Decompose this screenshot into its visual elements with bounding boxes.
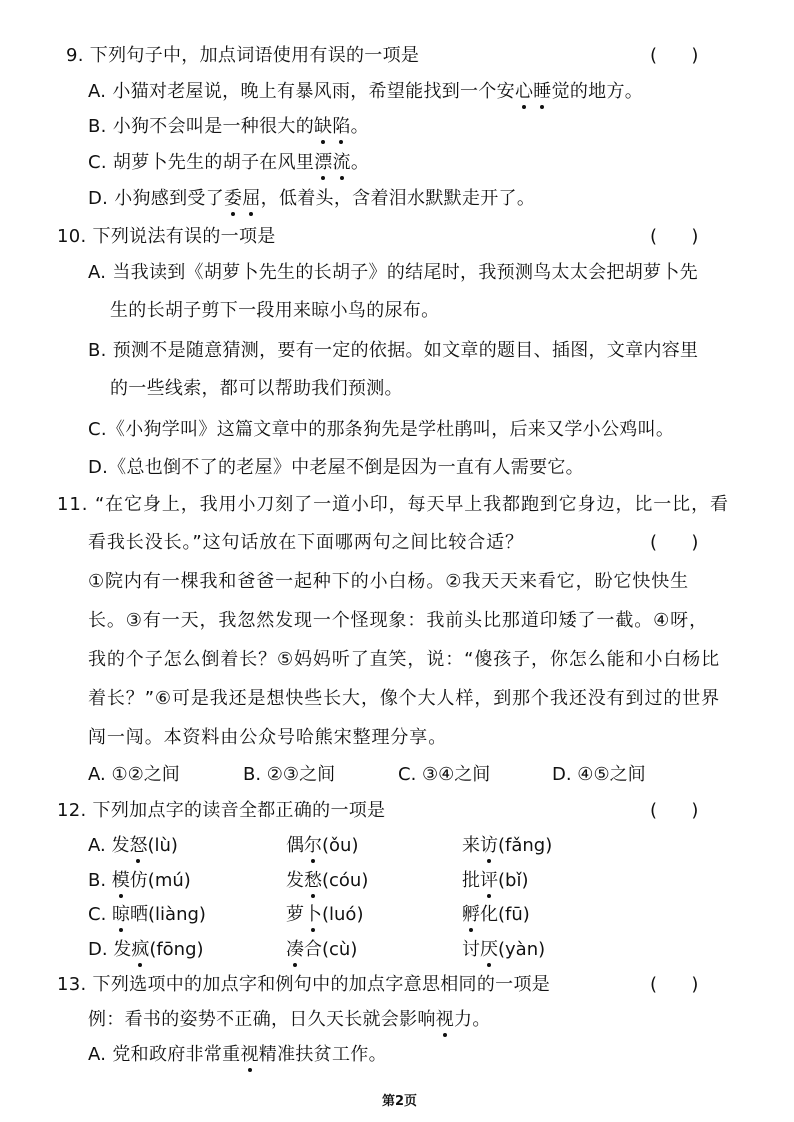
q11-passage-line5: 闯一闯。本资料由公众号哈熊宋整理分享。 xyxy=(88,727,448,748)
q10-option-a-line1: A. 当我读到《胡萝卜先生的长胡子》的结尾时，我预测鸟太太会把胡萝卜先 xyxy=(88,262,698,283)
q12-option-a-item2: 偶尔(ǒu) xyxy=(286,835,359,856)
q11-passage-line1: ①院内有一棵我和爸爸一起种下的小白杨。②我天天来看它，盼它快快生 xyxy=(88,571,690,592)
q13-option-a: A. 党和政府非常重视精准扶贫工作。 xyxy=(88,1044,387,1065)
q12-option-c-item1: C. 晾晒(liàng) xyxy=(88,904,206,925)
q12-answer-paren: ( ) xyxy=(650,800,699,821)
q13-answer-paren: ( ) xyxy=(650,974,699,995)
q11-option-d: D. ④⑤之间 xyxy=(552,764,646,785)
q11-option-b: B. ②③之间 xyxy=(243,764,336,785)
q10-stem: 10. 下列说法有误的一项是 xyxy=(57,226,276,247)
q12-option-d-item3: 讨厌(yàn) xyxy=(462,939,546,960)
q9-option-d: D. 小狗感到受了委屈，低着头，含着泪水默默走开了。 xyxy=(88,188,536,209)
q12-option-d-item1: D. 发疯(fōng) xyxy=(88,939,204,960)
q12-option-c-item3: 孵化(fū) xyxy=(462,904,530,925)
q12-option-a-item1: A. 发怒(lù) xyxy=(88,835,178,856)
q11-answer-paren: ( ) xyxy=(650,532,699,553)
q12-option-b-item3: 批评(bǐ) xyxy=(462,870,529,891)
q11-passage-line3: 我的个子怎么倒着长？⑤妈妈听了直笑，说：“傻孩子，你怎么能和小白杨比 xyxy=(88,649,721,670)
q13-stem: 13. 下列选项中的加点字和例句中的加点字意思相同的一项是 xyxy=(57,974,551,995)
q11-passage-line4: 着长？”⑥可是我还是想快些长大，像个大人样，到那个我还没有到过的世界 xyxy=(88,688,721,709)
q10-option-a-line2: 生的长胡子剪下一段用来晾小鸟的尿布。 xyxy=(110,300,440,321)
q13-example: 例：看书的姿势不正确，日久天长就会影响视力。 xyxy=(88,1009,491,1030)
q11-stem-line1: 11. “在它身上，我用小刀刻了一道小印，每天早上我都跑到它身边，比一比，看 xyxy=(57,494,729,515)
q9-option-b: B. 小狗不会叫是一种很大的缺陷。 xyxy=(88,116,369,137)
q12-option-b-item2: 发愁(cóu) xyxy=(286,870,369,891)
q9-stem: 9. 下列句子中，加点词语使用有误的一项是 xyxy=(66,45,420,66)
q12-option-a-item3: 来访(fǎng) xyxy=(462,835,553,856)
q11-passage-line2: 长。③有一天，我忽然发现一个怪现象：我前头比那道印矮了一截。④呀， xyxy=(88,610,708,631)
q11-option-c: C. ③④之间 xyxy=(398,764,491,785)
q11-stem-line2: 看我长没长。”这句话放在下面哪两句之间比较合适？ xyxy=(88,532,524,553)
q10-answer-paren: ( ) xyxy=(650,226,699,247)
q10-option-d: D.《总也倒不了的老屋》中老屋不倒是因为一直有人需要它。 xyxy=(88,457,584,478)
q11-option-a: A. ①②之间 xyxy=(88,764,180,785)
q10-option-c: C.《小狗学叫》这篇文章中的那条狗先是学杜鹃叫，后来又学小公鸡叫。 xyxy=(88,419,675,440)
page-number: 第2页 xyxy=(382,1094,418,1109)
q12-stem: 12. 下列加点字的读音全都正确的一项是 xyxy=(57,800,386,821)
q12-option-b-item1: B. 模仿(mú) xyxy=(88,870,191,891)
q10-option-b-line1: B. 预测不是随意猜测，要有一定的依据。如文章的题目、插图，文章内容里 xyxy=(88,340,699,361)
q9-option-c: C. 胡萝卜先生的胡子在风里漂流。 xyxy=(88,152,370,173)
q9-option-a: A. 小猫对老屋说，晚上有暴风雨，希望能找到一个安心睡觉的地方。 xyxy=(88,81,644,102)
q12-option-c-item2: 萝卜(luó) xyxy=(286,904,364,925)
q9-answer-paren: ( ) xyxy=(650,45,699,66)
q10-option-b-line2: 的一些线索，都可以帮助我们预测。 xyxy=(110,378,403,399)
q12-option-d-item2: 凑合(cù) xyxy=(286,939,358,960)
